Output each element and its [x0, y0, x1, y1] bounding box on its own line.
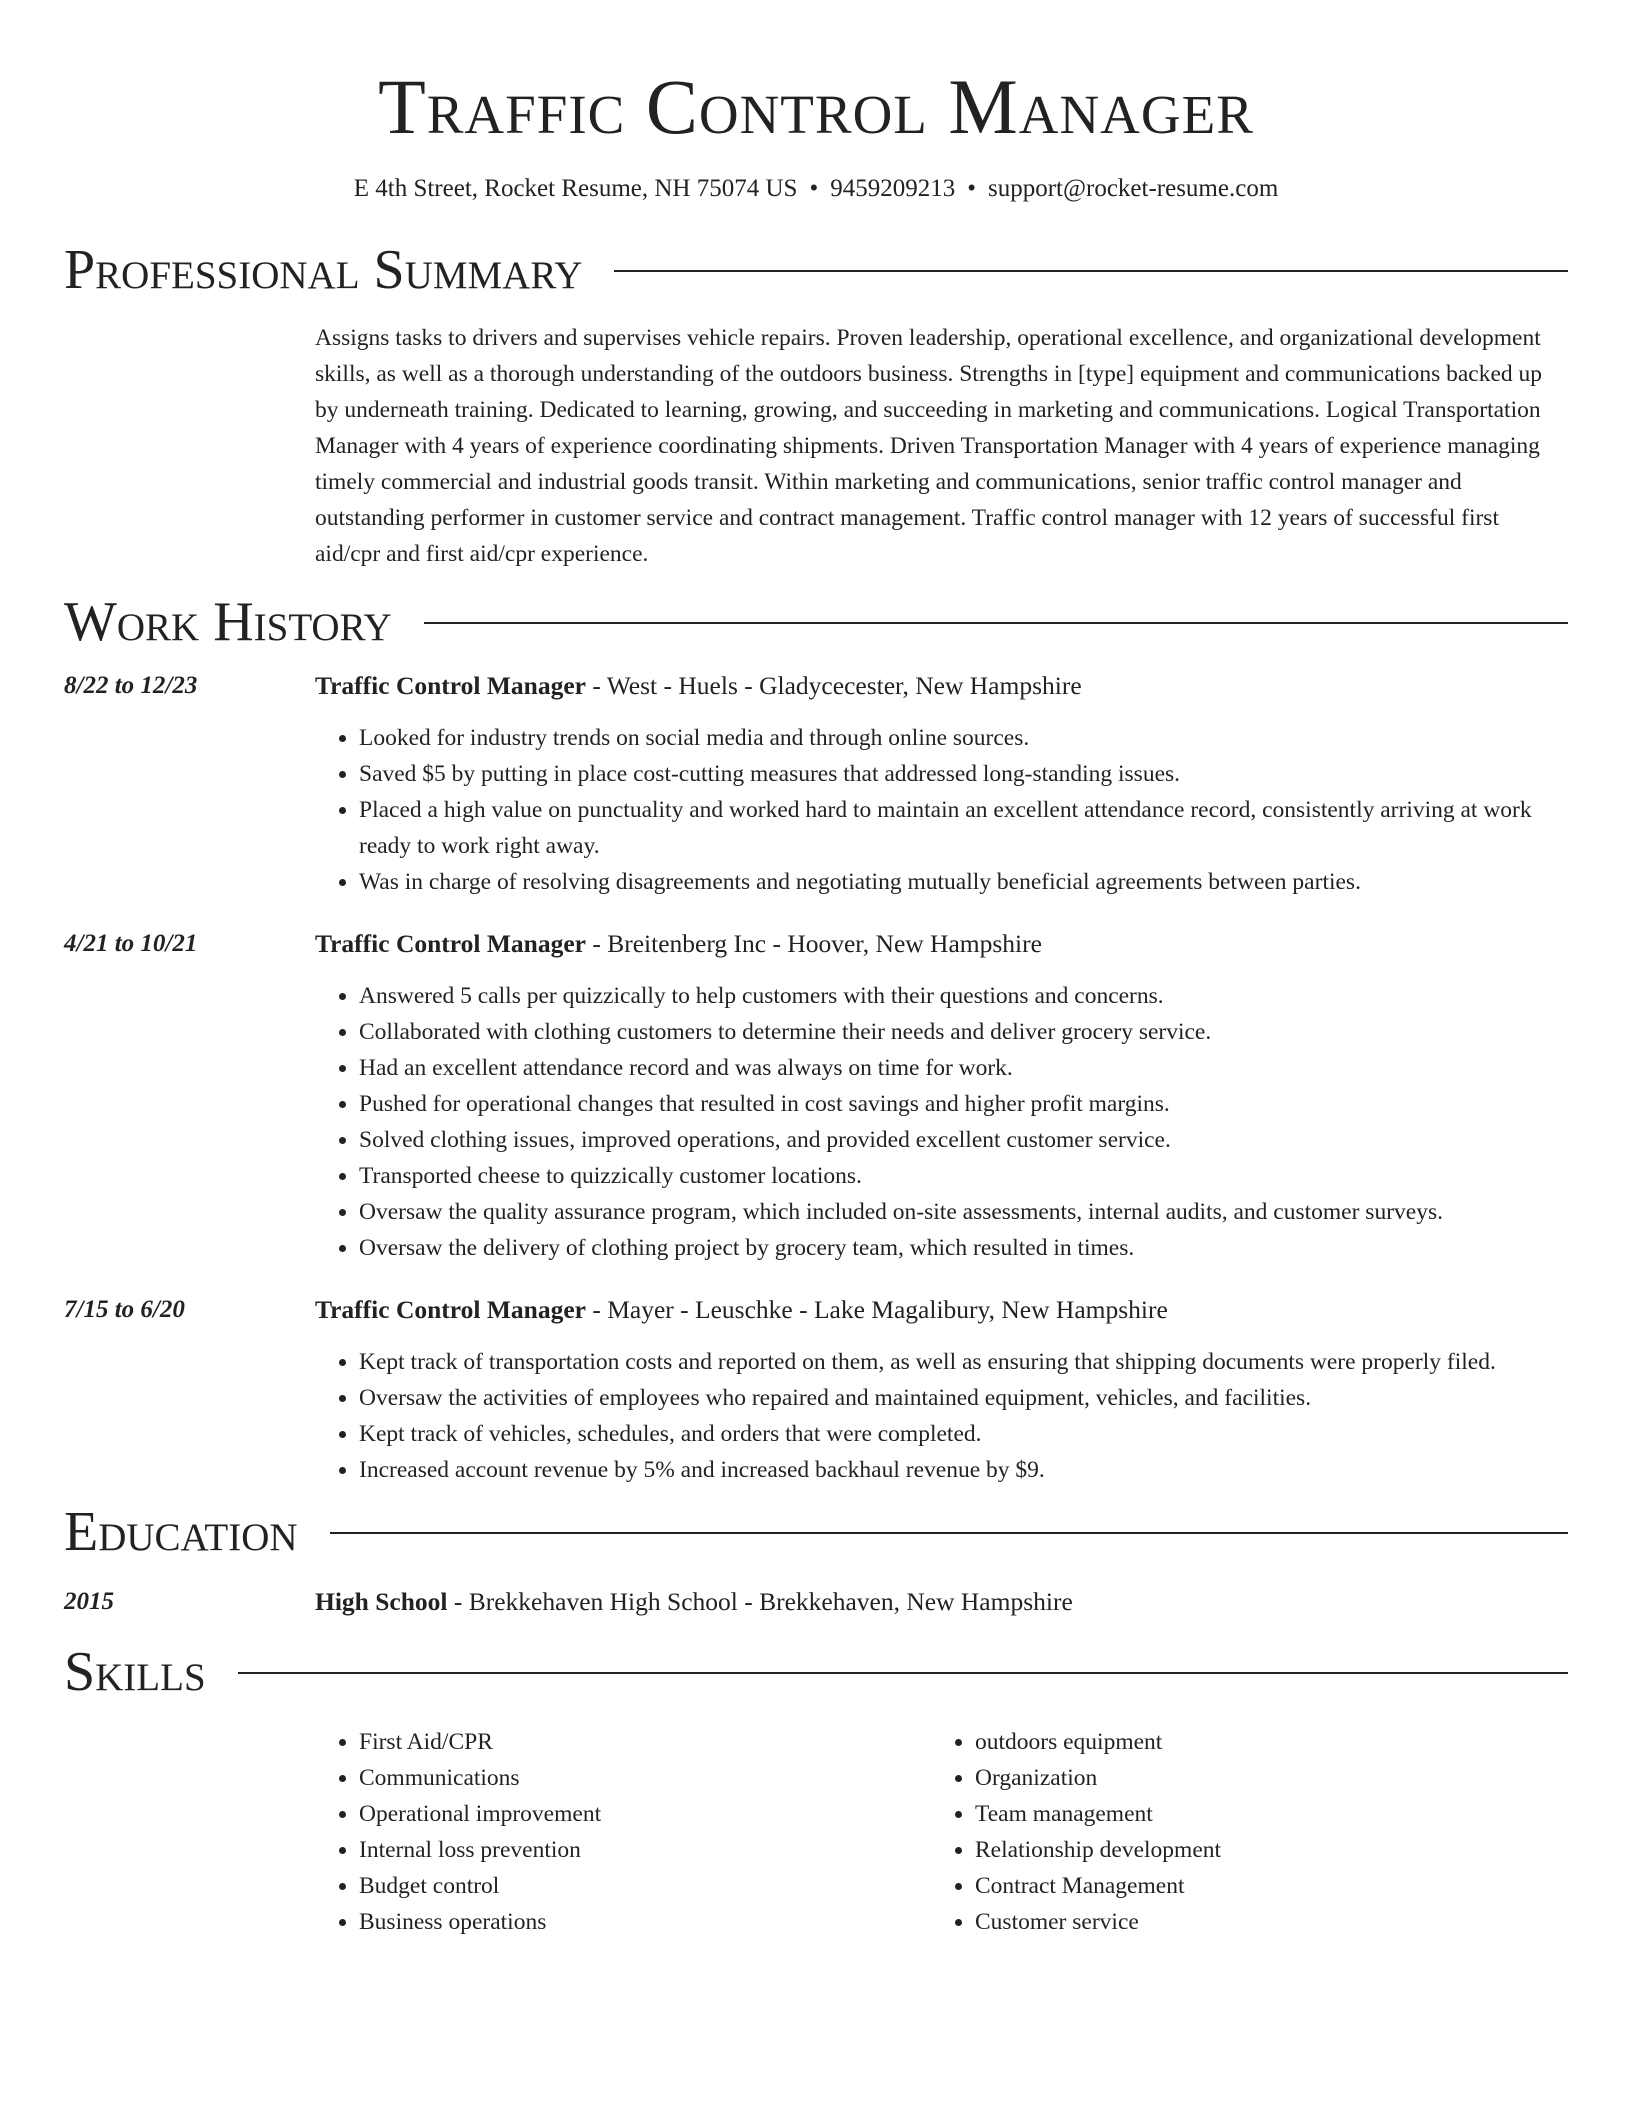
list-item: • Placed a high value on punctuality and worked hard to maintain an excellent attendance record, consistently arriving at work ready to work right away.	[359, 792, 1568, 864]
education-body	[315, 1584, 1568, 1620]
list-item: • Transported cheese to quizzically customer locations.	[359, 1158, 1568, 1194]
candidate-name: Traffic Control Manager	[378, 63, 1254, 150]
skill-item: • Team management	[975, 1796, 1547, 1832]
job-bullets	[315, 720, 1568, 900]
section-title: Education	[64, 1501, 298, 1563]
job-bullets	[315, 1344, 1568, 1488]
section-title: Skills	[64, 1641, 206, 1703]
contact-email: support@rocket-resume.com	[987, 175, 1279, 202]
list-item: • Kept track of vehicles, schedules, and orders that were completed.	[359, 1416, 1568, 1452]
skills-section-header	[64, 1642, 1568, 1702]
education-degree: High School	[315, 1587, 448, 1616]
job-entry	[64, 1292, 1568, 1488]
resume-page	[64, 0, 1568, 1940]
skill-item: • Relationship development	[975, 1832, 1547, 1868]
skill-item: • Contract Management	[975, 1868, 1547, 1904]
list-item: • Collaborated with clothing customers to determine their needs and deliver grocery service.	[359, 1014, 1568, 1050]
section-divider	[424, 622, 1568, 624]
job-entry	[64, 926, 1568, 1266]
job-heading	[315, 1292, 1568, 1328]
summary-text: Assigns tasks to drivers and supervises vehicle repairs. Proven leadership, operational excellence, and organizational development skills, as well as a thorough understanding of the outdoors business. Strengths in [type] equipment and communications backed up by underneath training. Dedicated to learning, growing, and succeeding in marketing and communications. Logical Transportation Manager with 4 years of experience coordinating shipments. Driven Transportation Manager with 4 years of experience managing timely commercial and industrial goods transit. Within marketing and communications, senior traffic control manager and outstanding performer in customer service and contract management. Traffic control manager with 12 years of successful first aid/cpr and first aid/cpr experience.	[315, 325, 1543, 567]
education-details: - Brekkehaven High School - Brekkehaven, New Hampshire	[447, 1587, 1073, 1616]
job-dates: 7/15 to 6/20	[64, 1296, 185, 1323]
skills-column-right	[931, 1724, 1547, 1940]
list-item: • Looked for industry trends on social media and through online sources.	[359, 720, 1568, 756]
job-body	[315, 926, 1568, 1266]
contact-separator: •	[809, 175, 819, 202]
contact-phone: 9459209213	[830, 175, 956, 202]
skill-item: • First Aid/CPR	[359, 1724, 931, 1760]
education-year: 2015	[64, 1588, 114, 1615]
job-details: - Breitenberg Inc - Hoover, New Hampshire	[586, 929, 1042, 958]
job-bullets	[315, 978, 1568, 1266]
job-title: Traffic Control Manager	[315, 1295, 586, 1324]
job-title: Traffic Control Manager	[315, 929, 586, 958]
list-item: • Oversaw the delivery of clothing project by grocery team, which resulted in times.	[359, 1230, 1568, 1266]
list-item: • Was in charge of resolving disagreements and negotiating mutually beneficial agreements between parties.	[359, 864, 1568, 900]
job-dates: 4/21 to 10/21	[64, 930, 198, 957]
summary-section-header	[64, 240, 1568, 300]
work-section-header	[64, 592, 1568, 652]
job-title: Traffic Control Manager	[315, 671, 586, 700]
job-heading	[315, 668, 1568, 704]
contact-separator: •	[967, 175, 976, 202]
skills-column-left	[315, 1724, 931, 1940]
list-item: • Kept track of transportation costs and reported on them, as well as ensuring that shipping documents were properly filed.	[359, 1344, 1568, 1380]
section-divider	[614, 270, 1568, 272]
education-section-header	[64, 1502, 1568, 1562]
job-body	[315, 1292, 1568, 1488]
section-title: Work History	[64, 591, 392, 653]
job-heading	[315, 926, 1568, 962]
job-dates: 8/22 to 12/23	[64, 672, 198, 699]
education-entry	[64, 1584, 1568, 1620]
list-item: • Solved clothing issues, improved operations, and provided excellent customer service.	[359, 1122, 1568, 1158]
job-entry	[64, 668, 1568, 900]
job-body	[315, 668, 1568, 900]
list-item: • Pushed for operational changes that resulted in cost savings and higher profit margins.	[359, 1086, 1568, 1122]
skill-item: • outdoors equipment	[975, 1724, 1547, 1760]
skill-item: • Budget control	[359, 1868, 931, 1904]
list-item: • Saved $5 by putting in place cost-cutting measures that addressed long-standing issues.	[359, 756, 1568, 792]
job-details: - West - Huels - Gladycecester, New Hampshire	[586, 671, 1082, 700]
list-item: • Oversaw the activities of employees who repaired and maintained equipment, vehicles, and facilities.	[359, 1380, 1568, 1416]
job-details: - Mayer - Leuschke - Lake Magalibury, New Hampshire	[586, 1295, 1168, 1324]
list-item: • Answered 5 calls per quizzically to help customers with their questions and concerns.	[359, 978, 1568, 1014]
skill-item: • Customer service	[975, 1904, 1547, 1940]
skill-item: • Business operations	[359, 1904, 931, 1940]
skill-item: • Internal loss prevention	[359, 1832, 931, 1868]
skill-item: • Communications	[359, 1760, 931, 1796]
contact-address: E 4th Street, Rocket Resume, NH 75074 US	[353, 175, 798, 202]
skill-item: • Operational improvement	[359, 1796, 931, 1832]
education-heading	[315, 1584, 1568, 1620]
section-divider	[330, 1532, 1568, 1534]
contact-line	[64, 172, 1568, 206]
work-history-list	[64, 668, 1568, 1488]
skills-list	[315, 1724, 1568, 1940]
list-item: • Increased account revenue by 5% and increased backhaul revenue by $9.	[359, 1452, 1568, 1488]
list-item: • Oversaw the quality assurance program, which included on-site assessments, internal audits, and customer surveys.	[359, 1194, 1568, 1230]
skill-item: • Organization	[975, 1760, 1547, 1796]
section-divider	[238, 1672, 1568, 1674]
list-item: • Had an excellent attendance record and was always on time for work.	[359, 1050, 1568, 1086]
section-title: Professional Summary	[64, 239, 583, 301]
